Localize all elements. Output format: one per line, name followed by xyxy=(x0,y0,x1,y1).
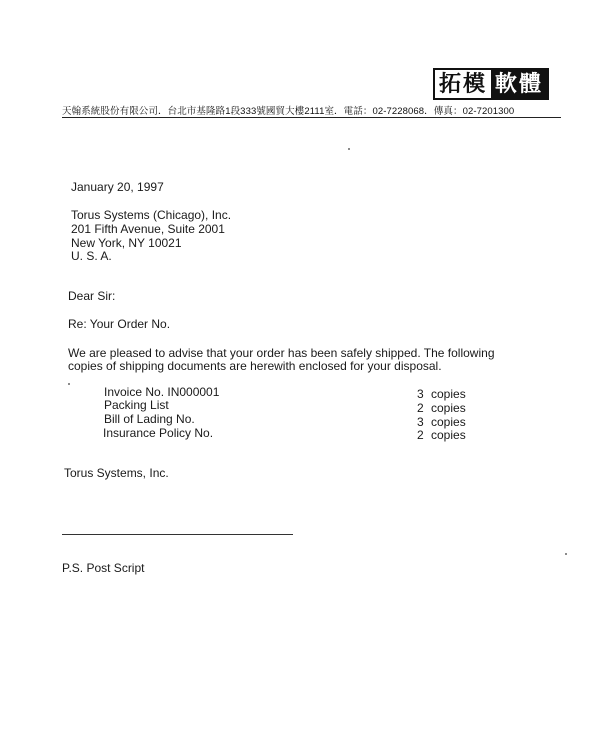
logo-text-dark: 軟體 xyxy=(491,70,547,98)
document-item-unit: copies xyxy=(431,401,466,415)
salutation: Dear Sir: xyxy=(68,289,116,303)
letterhead-divider xyxy=(62,117,561,118)
document-item-count: 3 xyxy=(417,415,424,429)
document-item-count: 3 xyxy=(417,387,424,401)
document-item-unit: copies xyxy=(431,387,466,401)
recipient-line-4: U. S. A. xyxy=(71,249,112,263)
body-line-2: copies of shipping documents are herewith enclosed for your disposal. xyxy=(68,359,442,373)
closing-company: Torus Systems, Inc. xyxy=(64,466,169,480)
document-item-unit: copies xyxy=(431,415,466,429)
document-item-name: Bill of Lading No. xyxy=(104,412,195,426)
body-line-1: We are pleased to advise that your order has been safely shipped. The following xyxy=(68,346,495,360)
recipient-line-1: Torus Systems (Chicago), Inc. xyxy=(71,208,232,222)
document-item-count: 2 xyxy=(417,401,424,415)
signature-line xyxy=(62,534,293,535)
scan-speck xyxy=(565,553,567,555)
subject-line: Re: Your Order No. xyxy=(68,317,171,331)
recipient-line-3: New York, NY 10021 xyxy=(71,236,182,250)
document-item-unit: copies xyxy=(431,428,466,442)
postscript: P.S. Post Script xyxy=(62,561,145,575)
recipient-line-2: 201 Fifth Avenue, Suite 2001 xyxy=(71,222,225,236)
company-logo xyxy=(433,68,549,100)
document-item-name: Packing List xyxy=(104,398,169,412)
scan-speck xyxy=(348,148,350,150)
document-item-count: 2 xyxy=(417,428,424,442)
letter-date: January 20, 1997 xyxy=(71,180,164,194)
document-item-name: Invoice No. IN000001 xyxy=(104,385,220,399)
scan-speck xyxy=(68,383,70,385)
document-item-name: Insurance Policy No. xyxy=(103,426,214,440)
letterhead-company-line: 天翰系統股份有限公司．台北市基隆路1段333號國貿大樓2111室．電話：02-7228068．傳真：02-7201300 xyxy=(62,106,515,117)
logo-text-light: 拓模 xyxy=(435,70,491,98)
